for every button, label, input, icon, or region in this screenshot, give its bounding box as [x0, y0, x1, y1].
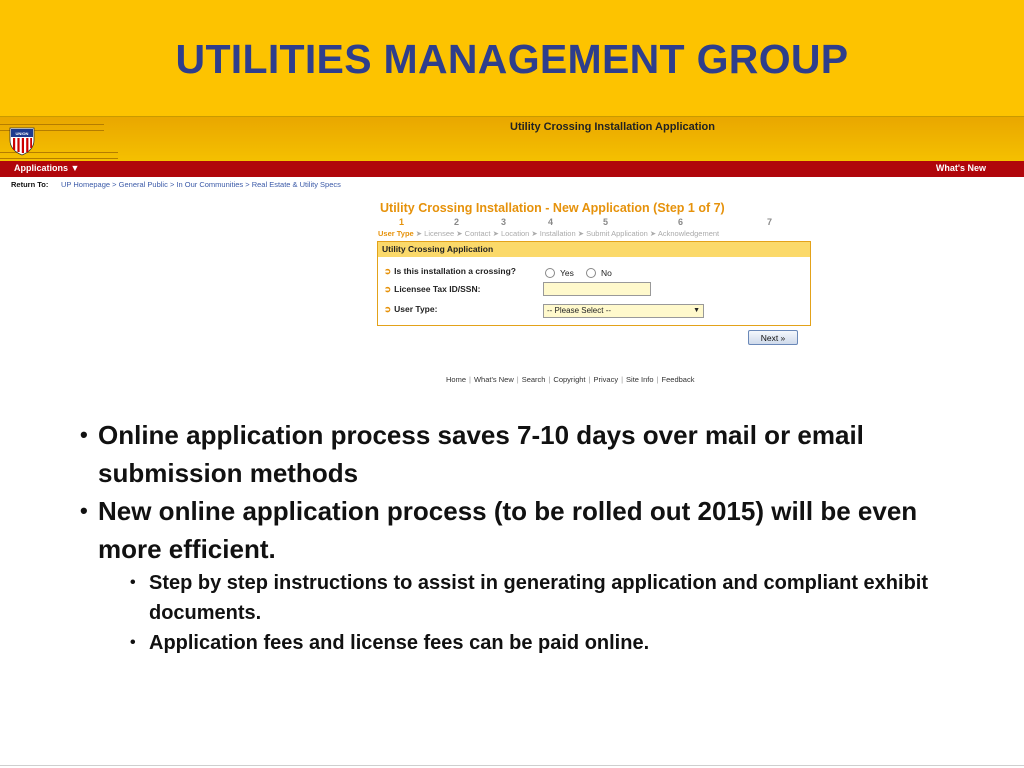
- step-label: Contact: [464, 229, 491, 238]
- panel-title: Utility Crossing Application: [378, 242, 810, 257]
- form-title: Utility Crossing Installation - New Application (Step 1 of 7): [380, 201, 725, 215]
- tax-id-label: ➲ Licensee Tax ID/SSN:: [384, 284, 481, 294]
- footer-link-whats-new[interactable]: What's New: [473, 375, 514, 384]
- bullet-text: Online application process saves 7-10 days over mail or email submission methods: [98, 420, 864, 488]
- bullet-text: Application fees and license fees can be paid online.: [149, 632, 650, 654]
- bullet-text: New online application process (to be rolled out 2015) will be even more efficient.: [98, 496, 918, 564]
- user-type-label: ➲ User Type:: [384, 304, 438, 314]
- no-radio[interactable]: [586, 268, 596, 278]
- breadcrumb-item[interactable]: Real Estate & Utility Specs: [251, 180, 341, 189]
- application-panel: [377, 241, 811, 326]
- footer-link-search[interactable]: Search: [521, 375, 546, 384]
- yes-label: Yes: [560, 268, 574, 278]
- breadcrumb-separator: >: [112, 180, 117, 189]
- footer-links: Home | What's New | Search | Copyright | Privacy | Site Info | Feedback: [446, 375, 695, 384]
- footer-link-feedback[interactable]: Feedback: [661, 375, 695, 384]
- app-nav-bar: [0, 161, 1024, 177]
- slide-title: UTILITIES MANAGEMENT GROUP: [175, 36, 849, 82]
- step-number: 2: [454, 217, 460, 227]
- step-number: 7: [767, 217, 773, 227]
- svg-text:UNION: UNION: [15, 131, 29, 136]
- arrow-right-icon: ➲: [384, 304, 392, 314]
- step-label: Acknowledgement: [657, 229, 720, 238]
- chevron-down-icon: ▼: [693, 307, 700, 314]
- step-progress: User Type ➤ Licensee ➤ Contact ➤ Location ➤ Installation ➤ Submit Application ➤ Acknowledgement: [378, 229, 720, 238]
- bullet-dot: •: [80, 422, 88, 447]
- breadcrumb-item[interactable]: General Public: [118, 180, 168, 189]
- breadcrumb-item[interactable]: In Our Communities: [176, 180, 244, 189]
- yes-radio[interactable]: [545, 268, 555, 278]
- arrow-right-icon: ➲: [384, 284, 392, 294]
- step-number: 6: [678, 217, 684, 227]
- step-label: Submit Application: [586, 229, 648, 238]
- footer-link-site-info[interactable]: Site Info: [626, 375, 654, 384]
- crossing-question-label: ➲ Is this installation a crossing?: [384, 266, 516, 276]
- whats-new-link[interactable]: What's New: [935, 163, 986, 173]
- bullet-dot: •: [130, 634, 136, 651]
- bullet-dot: •: [80, 498, 88, 523]
- step-number: 4: [548, 217, 554, 227]
- breadcrumb-separator: >: [169, 180, 175, 189]
- step-label: Installation: [539, 229, 576, 238]
- app-screenshot: [0, 116, 1024, 391]
- footer-link-home[interactable]: Home: [446, 375, 467, 384]
- footer-link-privacy[interactable]: Privacy: [593, 375, 619, 384]
- tax-id-input[interactable]: [543, 282, 651, 296]
- union-pacific-shield-icon: [9, 126, 35, 156]
- step-number: 3: [501, 217, 507, 227]
- step-label: Licensee: [424, 229, 455, 238]
- applications-menu[interactable]: Applications ▼: [14, 163, 80, 173]
- return-to-label: Return To:: [11, 180, 49, 189]
- breadcrumb: [61, 180, 341, 189]
- user-type-selected: -- Please Select --: [547, 306, 612, 315]
- breadcrumb-item[interactable]: UP Homepage: [61, 180, 111, 189]
- app-title: Utility Crossing Installation Application: [510, 121, 715, 133]
- step-label: Location: [500, 229, 530, 238]
- next-button[interactable]: Next »: [748, 330, 798, 345]
- footer-link-copyright[interactable]: Copyright: [553, 375, 586, 384]
- user-type-select[interactable]: [543, 304, 704, 318]
- arrow-right-icon: ➲: [384, 266, 392, 276]
- slide-bottom-divider: [0, 765, 1024, 766]
- step-number: 5: [603, 217, 609, 227]
- step-label: User Type: [378, 229, 414, 238]
- bullet-text: Step by step instructions to assist in generating application and compliant exhibit documents.: [149, 572, 929, 624]
- breadcrumb-separator: >: [245, 180, 250, 189]
- bullet-dot: •: [130, 574, 136, 591]
- step-number: 1: [399, 217, 405, 227]
- app-banner: [0, 117, 1024, 161]
- no-label: No: [601, 268, 612, 278]
